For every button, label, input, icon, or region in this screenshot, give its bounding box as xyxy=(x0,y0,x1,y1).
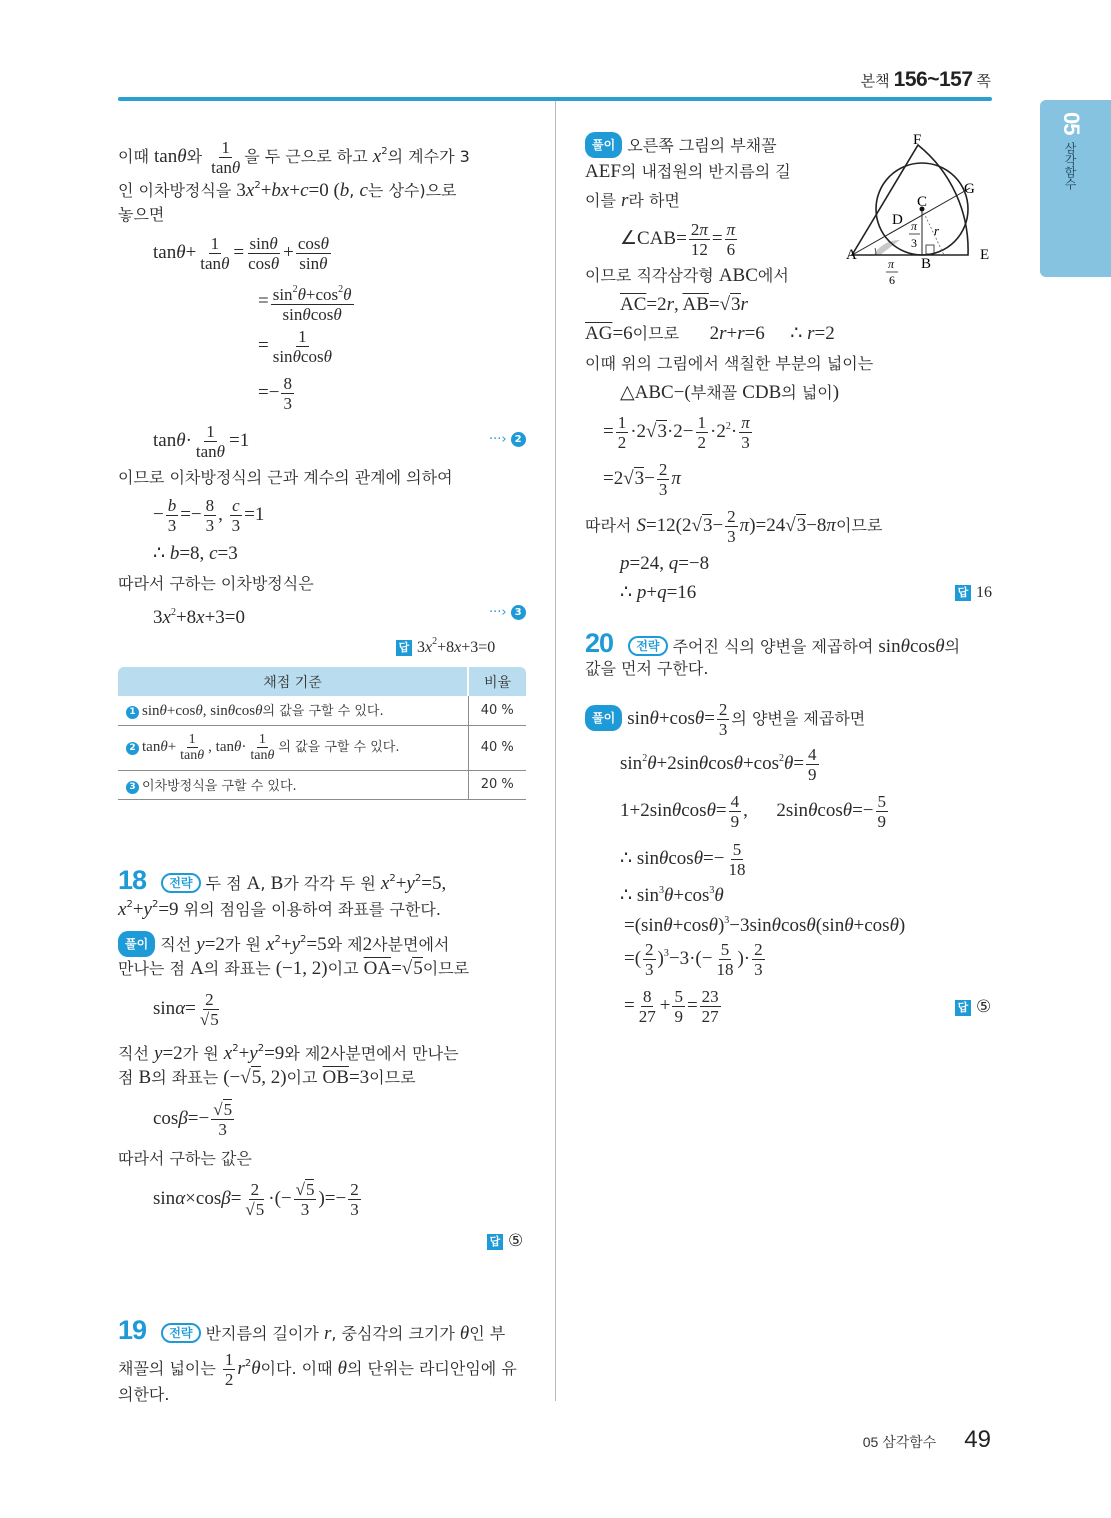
table-row xyxy=(118,696,526,725)
step-marker-3 xyxy=(489,605,526,620)
answer-q17: 답 $3x^2+8x+3=0$ xyxy=(396,631,495,659)
chapter-label: 삼각함수 xyxy=(1063,142,1077,190)
chapter-side-tab[interactable] xyxy=(1040,100,1111,277)
answer-label: 답 xyxy=(396,640,412,656)
question-number: 18 xyxy=(118,865,147,895)
bc-result: ∴ b=8, c=3 xyxy=(153,543,238,564)
solution-badge: 풀이 xyxy=(118,931,155,957)
ratio-cell: 20 % xyxy=(468,770,526,799)
svg-text:A: A xyxy=(846,247,857,263)
eq-sum-line-3: = $\frac{1}{\sin\theta\cos\theta}$ xyxy=(258,327,332,366)
page-suffix: 쪽 xyxy=(976,73,991,90)
col-header-criterion: 채점 기준 xyxy=(118,667,468,696)
angle-cab-eq: ∠CAB= $\frac{2\pi}{12}$ = $\frac{\pi}{6}$ xyxy=(620,220,736,259)
book-label: 본책 xyxy=(860,73,890,90)
criterion-cell: 2 tanθ+ $\frac{1}{\tan\theta}$ , tanθ· $\frac{1}{\tan\theta}$ 의 값을 구할 수 있다. xyxy=(118,725,468,770)
q18-strategy-line-2: $x^2+y^2=9$ 위의 점임을 이용하여 좌표를 구한다. xyxy=(118,899,441,920)
book-page-reference xyxy=(861,68,991,92)
eq-sum-line-4: =− $\frac{8}{3}$ xyxy=(258,374,292,413)
q19-strategy-line-1: 19 전략 반지름의 길이가 r, 중심각의 크기가 θ인 부 xyxy=(118,1315,506,1345)
strategy-badge: 전략 xyxy=(161,1323,200,1343)
intro-line-2: 인 이차방정식을 $3x^2+bx+c=0$ (b, c는 상수)으로 xyxy=(118,180,457,201)
q20-cubic-sum: ∴ $\sin^3\theta+\cos^3\theta$ xyxy=(620,885,724,906)
conclusion-text: 따라서 구하는 이차방정식은 xyxy=(118,574,314,593)
answer-label: 답 xyxy=(487,1234,503,1250)
q19-strategy-line-3: 의한다. xyxy=(118,1385,170,1404)
area-calc-2: =2√3− $\frac{2}{3}$ π xyxy=(603,460,681,499)
svg-text:π: π xyxy=(911,219,918,233)
question-number: 19 xyxy=(118,1315,147,1345)
cos-beta-eq: cosβ=− $\frac{√5}{3}$ xyxy=(153,1100,233,1139)
q19-solution-line-2: AEF의 내접원의 반지름의 길 xyxy=(585,161,791,182)
q18-solution-line-1: 풀이 직선 y=2가 원 $x^2+y^2=5$와 제2사분면에서 xyxy=(118,929,449,957)
ratio-cell: 40 % xyxy=(468,725,526,770)
ag-eq: $\overline{AG}=6$이므로 2r+r=6 ∴ r=2 xyxy=(585,323,835,344)
chapter-number: 05 xyxy=(1059,112,1084,135)
pq-sum: ∴ p+q=16 xyxy=(620,582,697,603)
svg-text:C: C xyxy=(917,194,928,210)
ac-ab-eq: $\overline{AC}=2r$, $\overline{AB}=√3r$ xyxy=(620,294,748,315)
dotted-arrow-icon: ···› xyxy=(489,432,507,447)
svg-text:D: D xyxy=(892,212,903,228)
area-expression: △ABC−(부채꼴 CDB의 넓이) xyxy=(620,382,840,403)
area-calc-1: = $\frac{1}{2}$ ·2√3·2− $\frac{1}{2}$ $\cdot 2^2\cdot$ $\frac{\pi}{3}$ xyxy=(603,413,750,452)
grading-criteria-table xyxy=(118,667,526,800)
answer-q19: 답 16 xyxy=(955,582,992,604)
solution-badge: 풀이 xyxy=(585,132,622,158)
final-equation: $3x^2+8x+3=0$ xyxy=(153,607,246,628)
q18-strategy-line-1: 18 전략 두 점 A, B가 각각 두 원 $x^2+y^2=5$, xyxy=(118,865,447,895)
column-divider xyxy=(555,101,556,1401)
step-circle: 2 xyxy=(511,432,526,447)
q20-product-result: ∴ sinθcosθ=− $\frac{5}{18}$ xyxy=(620,840,746,879)
svg-text:F: F xyxy=(913,132,922,148)
answer-q20: 답 ⑤ xyxy=(955,996,991,1018)
sector-incircle-figure xyxy=(840,128,1000,288)
svg-text:E: E xyxy=(980,247,990,263)
q18-solution-line-7: 따라서 구하는 값은 xyxy=(118,1149,252,1168)
product-eq: sinα×cosβ= $\frac{2}{√5}$ ·(− $\frac{√5}{3}$ )=− $\frac{2}{3}$ xyxy=(153,1180,359,1219)
page-footer xyxy=(863,1426,991,1454)
eq-sum-line-1: tanθ+ $\frac{1}{\tan\theta}$ = $\frac{\sin\theta}{\cos\theta}$ + $\frac{\cos\theta}{\sin\theta}$ xyxy=(153,234,329,273)
q18-solution-line-4: 직선 y=2가 원 $x^2+y^2=9$와 제2사분면에서 만나는 xyxy=(118,1043,459,1064)
intro-line-3: 놓으면 xyxy=(118,205,165,224)
intro-line-1: 이때 tanθ와 $\frac{1}{\tan\theta}$ 을 두 근으로 하고 $x^2$의 계수가 3 xyxy=(118,138,470,177)
col-header-ratio: 비율 xyxy=(468,667,526,696)
svg-text:B: B xyxy=(921,256,932,272)
q20-strategy-line-2: 값을 먼저 구한다. xyxy=(585,659,709,678)
page-range: 156~157 xyxy=(893,68,973,91)
svg-text:r: r xyxy=(934,223,940,238)
answer-label: 답 xyxy=(955,1000,971,1016)
relation-text: 이므로 이차방정식의 근과 계수의 관계에 의하여 xyxy=(118,468,453,487)
q19-solution-line-3: 이를 r라 하면 xyxy=(585,190,680,211)
step-circle: 3 xyxy=(511,605,526,620)
q20-solution-line-1: 풀이 sinθ+cosθ= $\frac{2}{3}$ 의 양변을 제곱하면 xyxy=(585,700,865,739)
q20-final: = $\frac{8}{27}$ + $\frac{5}{9}$ = $\frac{23}{27}$ xyxy=(624,987,719,1026)
dotted-arrow-icon: ···› xyxy=(489,605,507,620)
sin-alpha-eq: sinα= $\frac{2}{√5}$ xyxy=(153,990,219,1029)
q18-solution-line-2: 만나는 점 A의 좌표는 (−1, 2)이고 $\overline{OA}=√5$이므로 xyxy=(118,958,470,979)
svg-text:G: G xyxy=(964,181,975,197)
criterion-cell: 1 sinθ+cosθ, sinθcosθ의 값을 구할 수 있다. xyxy=(118,696,468,725)
q20-substitution: =( $\frac{2}{3}$ )$^3$−3·(− $\frac{5}{18}$ )· $\frac{2}{3}$ xyxy=(624,940,763,979)
q20-identity: $=(\sin\theta+\cos\theta)^3-3\sin\theta\cos\theta(\sin\theta+\cos\theta)$ xyxy=(624,915,906,936)
answer-q18: 답 ⑤ xyxy=(487,1230,523,1252)
svg-text:6: 6 xyxy=(889,273,895,287)
q20-squared-eq: $\sin^2\theta+2\sin\theta\cos\theta+\cos^2\theta=$ $\frac{4}{9}$ xyxy=(620,745,817,784)
q19-solution-line-1: 풀이 오른쪽 그림의 부채꼴 xyxy=(585,132,777,158)
answer-label: 답 xyxy=(955,585,971,601)
q19-solution-line-5: 이므로 직각삼각형 ABC에서 xyxy=(585,265,789,286)
table-row xyxy=(118,770,526,799)
strategy-badge: 전략 xyxy=(628,636,667,656)
page-number: 49 xyxy=(964,1426,991,1453)
q19-strategy-line-2: 채꼴의 넓이는 $\frac{1}{2}$ $r^2\theta$이다. 이때 θ의 단위는 라디안임에 유 xyxy=(118,1350,517,1389)
q20-strategy-line-1: 20 전략 주어진 식의 양변을 제곱하여 sinθcosθ의 xyxy=(585,628,961,658)
s-value-line: 따라서 S=12(2√3− $\frac{2}{3}$ π)=24√3−8π이므로 xyxy=(585,507,883,546)
criterion-cell: 3 이차방정식을 구할 수 있다. xyxy=(118,770,468,799)
solution-badge: 풀이 xyxy=(585,705,622,731)
eq-product: tanθ· $\frac{1}{\tan\theta}$ =1 xyxy=(153,422,250,461)
strategy-badge: 전략 xyxy=(161,873,200,893)
eq-sum-line-2: = $\frac{\sin^2\theta+\cos^2\theta}{\sin\theta\cos\theta}$ xyxy=(258,280,356,324)
footer-chapter: 05 삼각함수 xyxy=(862,1434,937,1450)
step-marker-2 xyxy=(489,432,526,447)
table-row xyxy=(118,725,526,770)
q18-solution-line-5: 점 B의 좌표는 (−√5, 2)이고 $\overline{OB}=3$이므로 xyxy=(118,1067,416,1088)
coef-equation: − $\frac{b}{3}$ =− $\frac{8}{3}$ , $\frac{c}{3}$ =1 xyxy=(153,496,265,535)
pq-values: p=24, q=−8 xyxy=(620,553,710,574)
svg-text:π: π xyxy=(888,257,895,271)
q19-solution-line-8: 이때 위의 그림에서 색칠한 부분의 넓이는 xyxy=(585,354,874,373)
svg-text:3: 3 xyxy=(911,236,917,250)
q20-simplified-eq: 1+2sinθcosθ= $\frac{4}{9}$ , 2sinθcosθ=− $\frac{5}{9}$ xyxy=(620,792,887,831)
question-number: 20 xyxy=(585,628,614,658)
ratio-cell: 40 % xyxy=(468,696,526,725)
